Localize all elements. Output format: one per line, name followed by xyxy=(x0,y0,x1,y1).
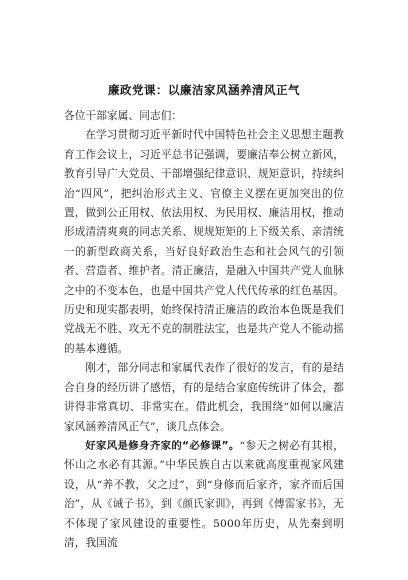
paragraph-3-heading: 好家风是修身齐家的“必修课”。 xyxy=(85,439,240,452)
paragraph-3 xyxy=(64,437,344,553)
document-body xyxy=(64,107,344,553)
document-title: 廉政党课：以廉洁家风涵养清风正气 xyxy=(108,83,300,97)
paragraph-1: 在学习贯彻习近平新时代中国特色社会主义思想主题教育工作会议上，习近平总书记强调，要廉洁奉公树立新风，教育引导广大党员、干部增强纪律意识、规矩意识，持续纠治“四风”，把纠治形式主义、官僚主义摆在更加突出的位置，做到公正用权、依法用权、为民用权、廉洁用权，推动形成清清爽爽的同志关系、规规矩矩的上下级关系、亲清统一的新型政商关系，当好良好政治生态和社会风气的引领者、营造者、维护者。清正廉洁，是融入中国共产党人血脉之中的不变本色，也是中国共产党人代代传承的红色基因。历史和现实都表明，始终保持清正廉洁的政治本色既是我们党战无不胜、攻无不克的制胜法宝，也是共产党人不能动摇的基本遵循。 xyxy=(64,129,344,355)
paragraph-3-text: “参天之树必有其根，怀山之水必有其源。”中华民族自古以来就高度重视家风建设，从“养不教，父之过”，到“身修而后家齐，家齐而后国治”，从《诫子书》，到《颜氏家训》，再到《傅雷家书》，无不体现了家风建设的重要性。5000年历史，从先秦到明清，我国流 xyxy=(64,439,344,549)
salutation: 各位干部家属、同志们： xyxy=(64,110,183,122)
paragraph-2: 刚才，部分同志和家属代表作了很好的发言，有的是结合自身的经历讲了感悟，有的是结合家庭传统讲了体会，都讲得非常真切、非常实在。借此机会，我围绕“如何以廉洁家风涵养清风正气”，谈几点体会。 xyxy=(64,362,344,433)
